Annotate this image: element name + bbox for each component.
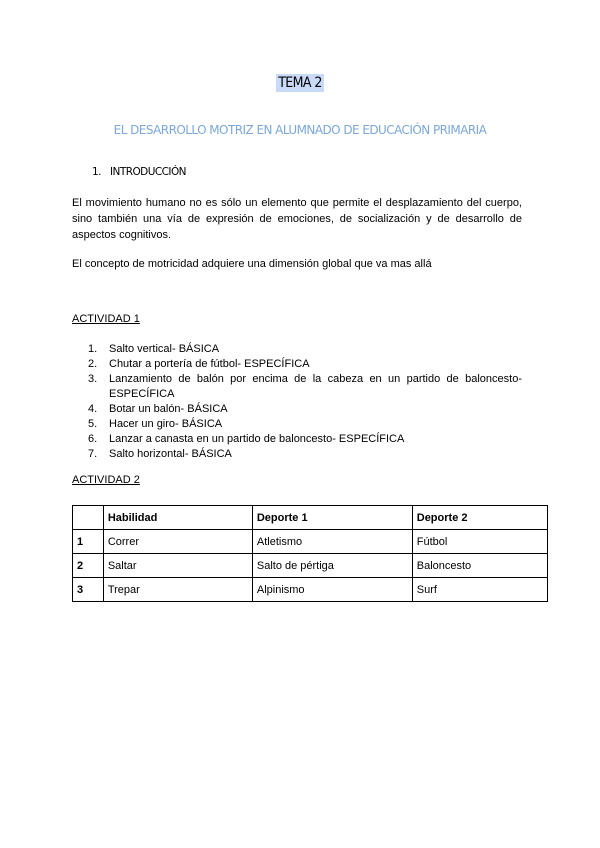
table-cell: Alpinismo	[252, 578, 412, 602]
section-title: INTRODUCCIÓN	[110, 166, 186, 178]
actividad-1-list	[88, 342, 522, 462]
table-cell: Baloncesto	[412, 554, 547, 578]
table-header-index	[73, 506, 104, 530]
table-header-deporte-2: Deporte 2	[412, 506, 547, 530]
list-item	[88, 432, 522, 447]
table-cell-index: 3	[73, 578, 104, 602]
table-header-habilidad: Habilidad	[103, 506, 252, 530]
list-item	[88, 417, 522, 432]
list-item-text: Botar un balón- BÁSICA	[109, 403, 228, 415]
actividad-2-table	[72, 505, 548, 602]
list-item	[88, 372, 522, 402]
page-title	[0, 75, 600, 91]
list-item-number: 1.	[88, 343, 98, 355]
intro-paragraph-1: El movimiento humano no es sólo un elemento que permite el desplazamiento del cuerpo, sino también una vía de expresión de emociones, de socialización y de desarrollo de aspectos cognitivos.	[72, 197, 522, 241]
intro-paragraph-2: El concepto de motricidad adquiere una dimensión global que va mas allá	[72, 258, 432, 270]
list-item-text: Lanzamiento de balón por encima de la cabeza en un partido de baloncesto- ESPECÍFICA	[109, 373, 522, 400]
document-subtitle: EL DESARROLLO MOTRIZ EN ALUMNADO DE EDUCACIÓN PRIMARIA	[113, 123, 487, 137]
section-heading	[92, 166, 186, 178]
table-row	[73, 554, 548, 578]
table-row	[73, 578, 548, 602]
actividad-1-heading: ACTIVIDAD 1	[72, 313, 140, 325]
list-item-number: 3.	[88, 373, 98, 385]
table-cell: Atletismo	[252, 530, 412, 554]
list-item-text: Lanzar a canasta en un partido de baloncesto- ESPECÍFICA	[109, 433, 405, 445]
list-item-number: 2.	[88, 358, 98, 370]
list-item-number: 6.	[88, 433, 98, 445]
section-number: 1.	[92, 166, 101, 178]
list-item	[88, 447, 522, 462]
list-item	[88, 342, 522, 357]
table-header-deporte-1: Deporte 1	[252, 506, 412, 530]
table-cell: Surf	[412, 578, 547, 602]
table-cell-index: 2	[73, 554, 104, 578]
table-cell: Salto de pértiga	[252, 554, 412, 578]
page-title-text: TEMA 2	[278, 75, 322, 91]
list-item-text: Chutar a portería de fútbol- ESPECÍFICA	[109, 358, 310, 370]
table-cell: Saltar	[103, 554, 252, 578]
table-cell: Fútbol	[412, 530, 547, 554]
table-row	[73, 530, 548, 554]
list-item-number: 4.	[88, 403, 98, 415]
table-header-row	[73, 506, 548, 530]
list-item-number: 5.	[88, 418, 98, 430]
table-cell: Trepar	[103, 578, 252, 602]
list-item-text: Salto horizontal- BÁSICA	[109, 448, 232, 460]
table-cell: Correr	[103, 530, 252, 554]
list-item	[88, 357, 522, 372]
list-item-number: 7.	[88, 448, 98, 460]
list-item-text: Hacer un giro- BÁSICA	[109, 418, 223, 430]
table-cell-index: 1	[73, 530, 104, 554]
list-item-text: Salto vertical- BÁSICA	[109, 343, 220, 355]
list-item	[88, 402, 522, 417]
actividad-2-heading: ACTIVIDAD 2	[72, 474, 140, 486]
